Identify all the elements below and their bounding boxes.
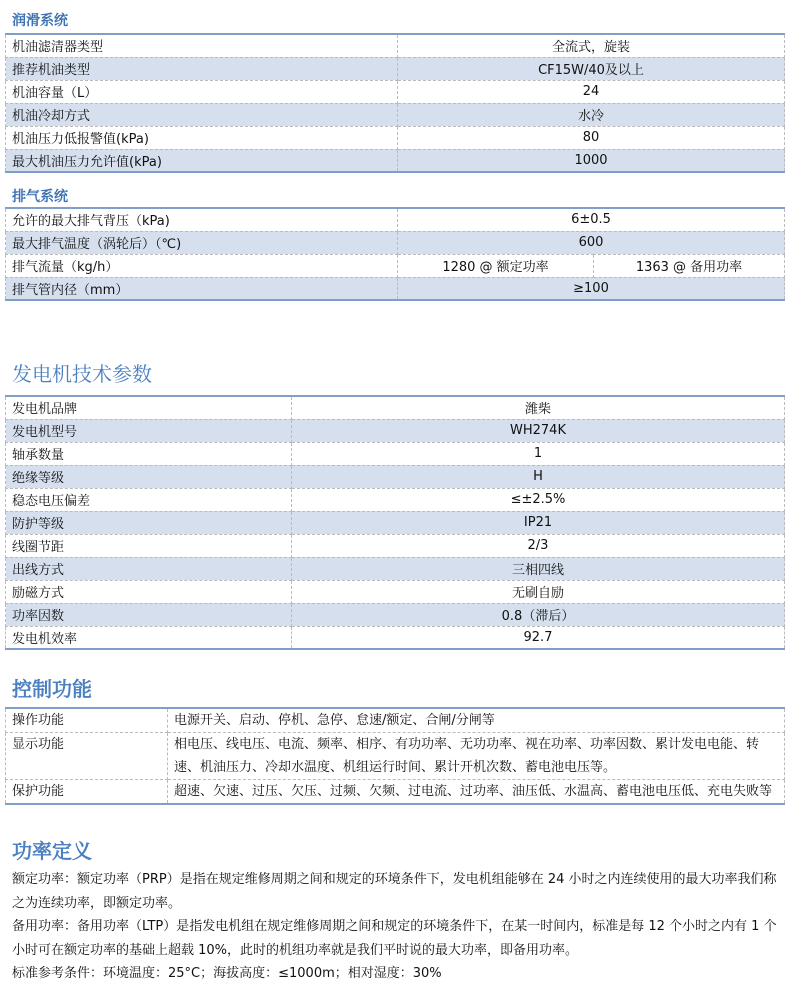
table-row (6, 557, 785, 580)
param-value: 1 (292, 442, 785, 465)
param-value: 潍柴 (292, 396, 785, 419)
param-name: 机油压力低报警值(kPa) (6, 126, 398, 149)
param-name: 励磁方式 (6, 580, 292, 603)
section-title-control: 控制功能 (12, 677, 92, 701)
table-row (6, 231, 785, 254)
param-name: 绝缘等级 (6, 465, 292, 488)
param-value: 全流式，旋装 (398, 34, 785, 57)
lubrication-table (5, 33, 785, 173)
table-row (6, 80, 785, 103)
section-title-generator: 发电机技术参数 (12, 362, 152, 386)
param-value: ≥100 (398, 277, 785, 300)
param-value: 2/3 (292, 534, 785, 557)
table-row (6, 208, 785, 231)
paragraph: 标准参考条件：环境温度：25°C；海拔高度：≤1000m；相对湿度：30% (12, 966, 442, 981)
param-value: 80 (398, 126, 785, 149)
param-name: 出线方式 (6, 557, 292, 580)
table-row (6, 488, 785, 511)
control-table (5, 707, 785, 805)
param-value: 三相四线 (292, 557, 785, 580)
section-title-power: 功率定义 (12, 839, 92, 863)
param-name: 显示功能 (6, 733, 168, 780)
param-value: 0.8（滞后） (292, 603, 785, 626)
param-value: 92.7 (292, 626, 785, 649)
param-name: 防护等级 (6, 511, 292, 534)
table-row (6, 733, 785, 780)
param-name: 发电机品牌 (6, 396, 292, 419)
param-value: 水冷 (398, 103, 785, 126)
paragraph: 额定功率：额定功率（PRP）是指在规定维修周期之间和规定的环境条件下，发电机组能够在 24 小时之内连续使用的最大功率我们称之为连续功率，即额定功率。 (12, 872, 777, 911)
param-value: 600 (398, 231, 785, 254)
power-definitions (12, 868, 782, 986)
param-name: 功率因数 (6, 603, 292, 626)
param-name: 线圈节距 (6, 534, 292, 557)
param-value: IP21 (292, 511, 785, 534)
table-row (6, 534, 785, 557)
table-row (6, 254, 785, 277)
table-row (6, 277, 785, 300)
section-title-lubrication: 润滑系统 (12, 13, 68, 29)
param-name: 稳态电压偏差 (6, 488, 292, 511)
table-row (6, 603, 785, 626)
generator-table (5, 395, 785, 650)
param-value: WH274K (292, 419, 785, 442)
param-value: 24 (398, 80, 785, 103)
param-name: 推荐机油类型 (6, 57, 398, 80)
param-value: 电源开关、启动、停机、急停、怠速/额定、合闸/分闸等 (168, 708, 785, 733)
section-title-exhaust: 排气系统 (12, 189, 68, 205)
param-name: 机油冷却方式 (6, 103, 398, 126)
param-value-2: 1363 @ 备用功率 (594, 254, 785, 277)
param-name: 发电机效率 (6, 626, 292, 649)
param-value: ≤±2.5% (292, 488, 785, 511)
param-name: 允许的最大排气背压（kPa) (6, 208, 398, 231)
param-value: H (292, 465, 785, 488)
paragraph: 备用功率：备用功率（LTP）是指发电机组在规定维修周期之间和规定的环境条件下，在某一时间内，标准是每 12 个小时之内有 1 个小时可在额定功率的基础上超载 10%，此时的机组功率就是我们平时说的最大功率，即备用功率。 (12, 919, 777, 958)
param-value: 6±0.5 (398, 208, 785, 231)
table-row (6, 103, 785, 126)
table-row (6, 708, 785, 733)
table-row (6, 442, 785, 465)
param-value: 超速、欠速、过压、欠压、过频、欠频、过电流、过功率、油压低、水温高、蓄电池电压低、充电失败等 (168, 780, 785, 805)
table-row (6, 626, 785, 649)
table-row (6, 396, 785, 419)
param-value: 1000 (398, 149, 785, 172)
table-row (6, 780, 785, 805)
exhaust-table (5, 207, 785, 301)
table-row (6, 57, 785, 80)
param-name: 排气流量（kg/h） (6, 254, 398, 277)
table-row (6, 126, 785, 149)
param-name: 发电机型号 (6, 419, 292, 442)
param-name: 轴承数量 (6, 442, 292, 465)
param-name: 机油容量（L） (6, 80, 398, 103)
param-value: 1280 @ 额定功率 (398, 254, 594, 277)
param-value: 相电压、线电压、电流、频率、相序、有功功率、无功功率、视在功率、功率因数、累计发电电能、转速、机油压力、冷却水温度、机组运行时间、累计开机次数、蓄电池电压等。 (168, 733, 785, 780)
table-row (6, 34, 785, 57)
table-row (6, 465, 785, 488)
param-name: 最大机油压力允许值(kPa) (6, 149, 398, 172)
param-name: 机油滤清器类型 (6, 34, 398, 57)
param-value: CF15W/40及以上 (398, 57, 785, 80)
param-name: 操作功能 (6, 708, 168, 733)
param-name: 排气管内径（mm） (6, 277, 398, 300)
table-row (6, 580, 785, 603)
table-row (6, 149, 785, 172)
table-row (6, 511, 785, 534)
param-value: 无刷自励 (292, 580, 785, 603)
param-name: 保护功能 (6, 780, 168, 805)
table-row (6, 419, 785, 442)
param-name: 最大排气温度（涡轮后）（℃) (6, 231, 398, 254)
